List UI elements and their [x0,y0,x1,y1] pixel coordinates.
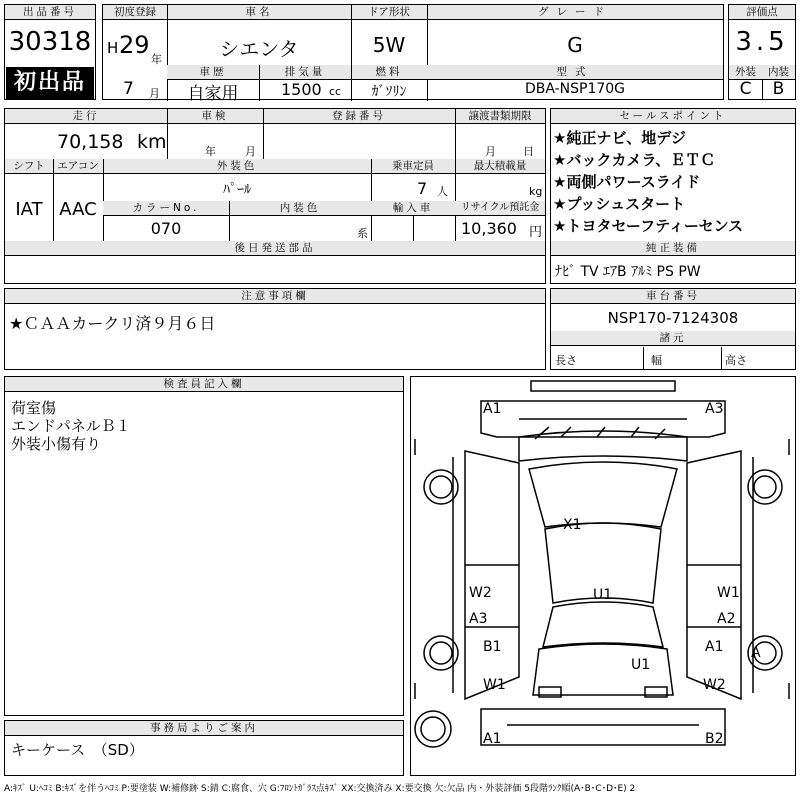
sales-point: ★バックカメラ、ＥＴＣ [553,151,716,169]
year-unit: 年 [151,53,162,66]
fuel-label: 燃料 [351,65,427,80]
history-label: 車歴 [167,65,259,80]
recycle-label: リサイクル預託金 [455,201,545,216]
name-label: 車名 [167,5,351,20]
mileage: 70,158 [57,131,124,153]
chassis-number: NSP170-7124308 [607,309,739,327]
model-label: 型式 [427,65,723,80]
mark-w2-left: W2 [469,585,492,601]
score: 3.5 [735,27,789,57]
history: 自家用 [187,84,239,104]
height-label: 高さ [725,354,747,367]
inspection-label: 車検 [167,109,263,124]
width-label: 幅 [651,354,662,367]
car-diagram [410,376,796,776]
sales-point: ★両側パワースライド [553,173,701,191]
ac-label: エアコン [53,159,103,174]
equipment-label: 純正装備 [551,241,795,256]
era: H [107,39,119,57]
insp-month: 月 [245,145,256,158]
lot-box [4,4,96,100]
inspector-line: 荷室傷 [11,399,57,417]
sales-label: セールスポイント [551,109,795,124]
dims-label: 諸元 [551,331,795,346]
capacity: 7 [417,179,428,198]
capacity-unit: 人 [437,185,448,198]
mark-u1-upper: U1 [593,587,613,603]
followup-label: 後日発送部品 [5,241,545,256]
displacement: 1500 [281,80,322,99]
transfer-label: 譲渡書類期限 [455,109,545,124]
sales-point: ★プッシュスタート [553,195,686,213]
first-listing-badge: 初出品 [6,67,94,99]
door-type: 5W [372,33,406,57]
mark-x1: X1 [563,517,582,533]
mark-a3-left: A3 [469,611,488,627]
color-label: 外装色 [103,159,371,174]
transfer-day: 日 [523,145,534,158]
office-text: キーケース （SD） [11,741,144,759]
equipment-items: ﾅﾋﾞ TV ｴｱB ｱﾙﾐ PS PW [555,264,701,280]
inspector-line: 外装小傷有り [11,435,102,453]
office-label: 事務局よりご案内 [5,721,403,736]
score-label: 評価点 [729,5,795,20]
reg-month: 7 [123,79,134,99]
notes-box [4,288,546,370]
office-box [4,720,404,776]
car-outline [411,377,795,775]
score-box [728,4,796,100]
reg-label: 初度登録 [103,5,167,20]
sales-point: ★純正ナビ、地デジ [553,129,686,147]
intcolor-unit: 系 [357,227,368,240]
km-unit: km [137,131,167,153]
mark-a3-top: A3 [705,401,724,417]
int-label: 内装 [762,65,795,80]
exterior-color: ﾊﾟｰﾙ [223,182,251,198]
chassis-box [550,288,796,370]
chassis-label: 車台番号 [551,289,795,304]
lot-number: 30318 [8,27,92,57]
legend: A:ｷｽﾞ U:ﾍｺﾐ B:ｷｽﾞを伴うﾍｺﾐ P:要塗装 W:補修跡 S:錆 C:腐食、穴 G:ﾌﾛﾝﾄｶﾞﾗｽ点ｷｽﾞ XX:交換済み X:要交換 欠:欠品 内・外装評価 5段階ﾗﾝｸ順(A･B･C･D･E) 2 [4,784,636,794]
details-box [4,108,546,284]
grade-label: グレード [427,5,723,20]
inspector-label: 検査員記入欄 [5,377,403,392]
yen-unit: 円 [529,225,543,240]
capacity-label: 乗車定員 [371,159,455,174]
model: DBA-NSP170G [524,81,626,97]
reg-year: 29 [119,31,150,59]
mark-a1-right: A1 [705,639,724,655]
notes-text: ★ＣＡＡカークリ済９月６日 [9,314,216,333]
inspector-line: エンドパネルＢ１ [11,417,131,435]
int-grade: B [772,79,785,99]
car-name: シエンタ [219,37,299,61]
sales-box [550,108,796,284]
mark-a-wheel: A [751,645,761,661]
ext-label: 外装 [729,65,762,80]
shift: IAT [15,199,43,220]
mark-b2-bottom: B2 [705,731,724,747]
length-label: 長さ [555,354,577,367]
load-unit: kg [529,185,543,198]
load-label: 最大積載量 [455,159,545,174]
lot-label: 出品番号 [5,5,95,20]
notes-label: 注意事項欄 [5,289,545,304]
mark-a1-bottom: A1 [483,731,502,747]
ac: AAC [59,199,97,220]
color-number: 070 [150,219,182,238]
grade: G [567,33,583,57]
month-unit: 月 [149,87,160,100]
mark-a1-top: A1 [483,401,502,417]
door-label: ドア形状 [351,5,427,20]
mileage-label: 走行 [5,109,167,124]
mark-w1-left: W1 [483,677,506,693]
import-label: 輸入車 [371,201,455,216]
transfer-month: 月 [485,145,496,158]
ext-grade: C [739,79,752,99]
cc-unit: cc [329,85,342,98]
intcolor-label: 内装色 [229,201,371,216]
mark-w2-right: W2 [703,677,726,693]
mark-u1-lower: U1 [631,657,651,673]
mark-w1-right: W1 [717,585,740,601]
colorno-label: カラーNo. [103,201,229,216]
recycle-amount: 10,360 [461,219,517,238]
inspector-box [4,376,404,716]
regno-label: 登録番号 [263,109,455,124]
displacement-label: 排気量 [259,65,351,80]
shift-label: シフト [5,159,53,174]
mark-b1-left: B1 [483,639,502,655]
mark-a2-right: A2 [717,611,736,627]
fuel: ｶﾞｿﾘﾝ [371,84,407,100]
spec-header-box [102,4,724,104]
sales-point: ★トヨタセーフティーセンス [553,217,744,235]
insp-year: 年 [205,145,216,158]
